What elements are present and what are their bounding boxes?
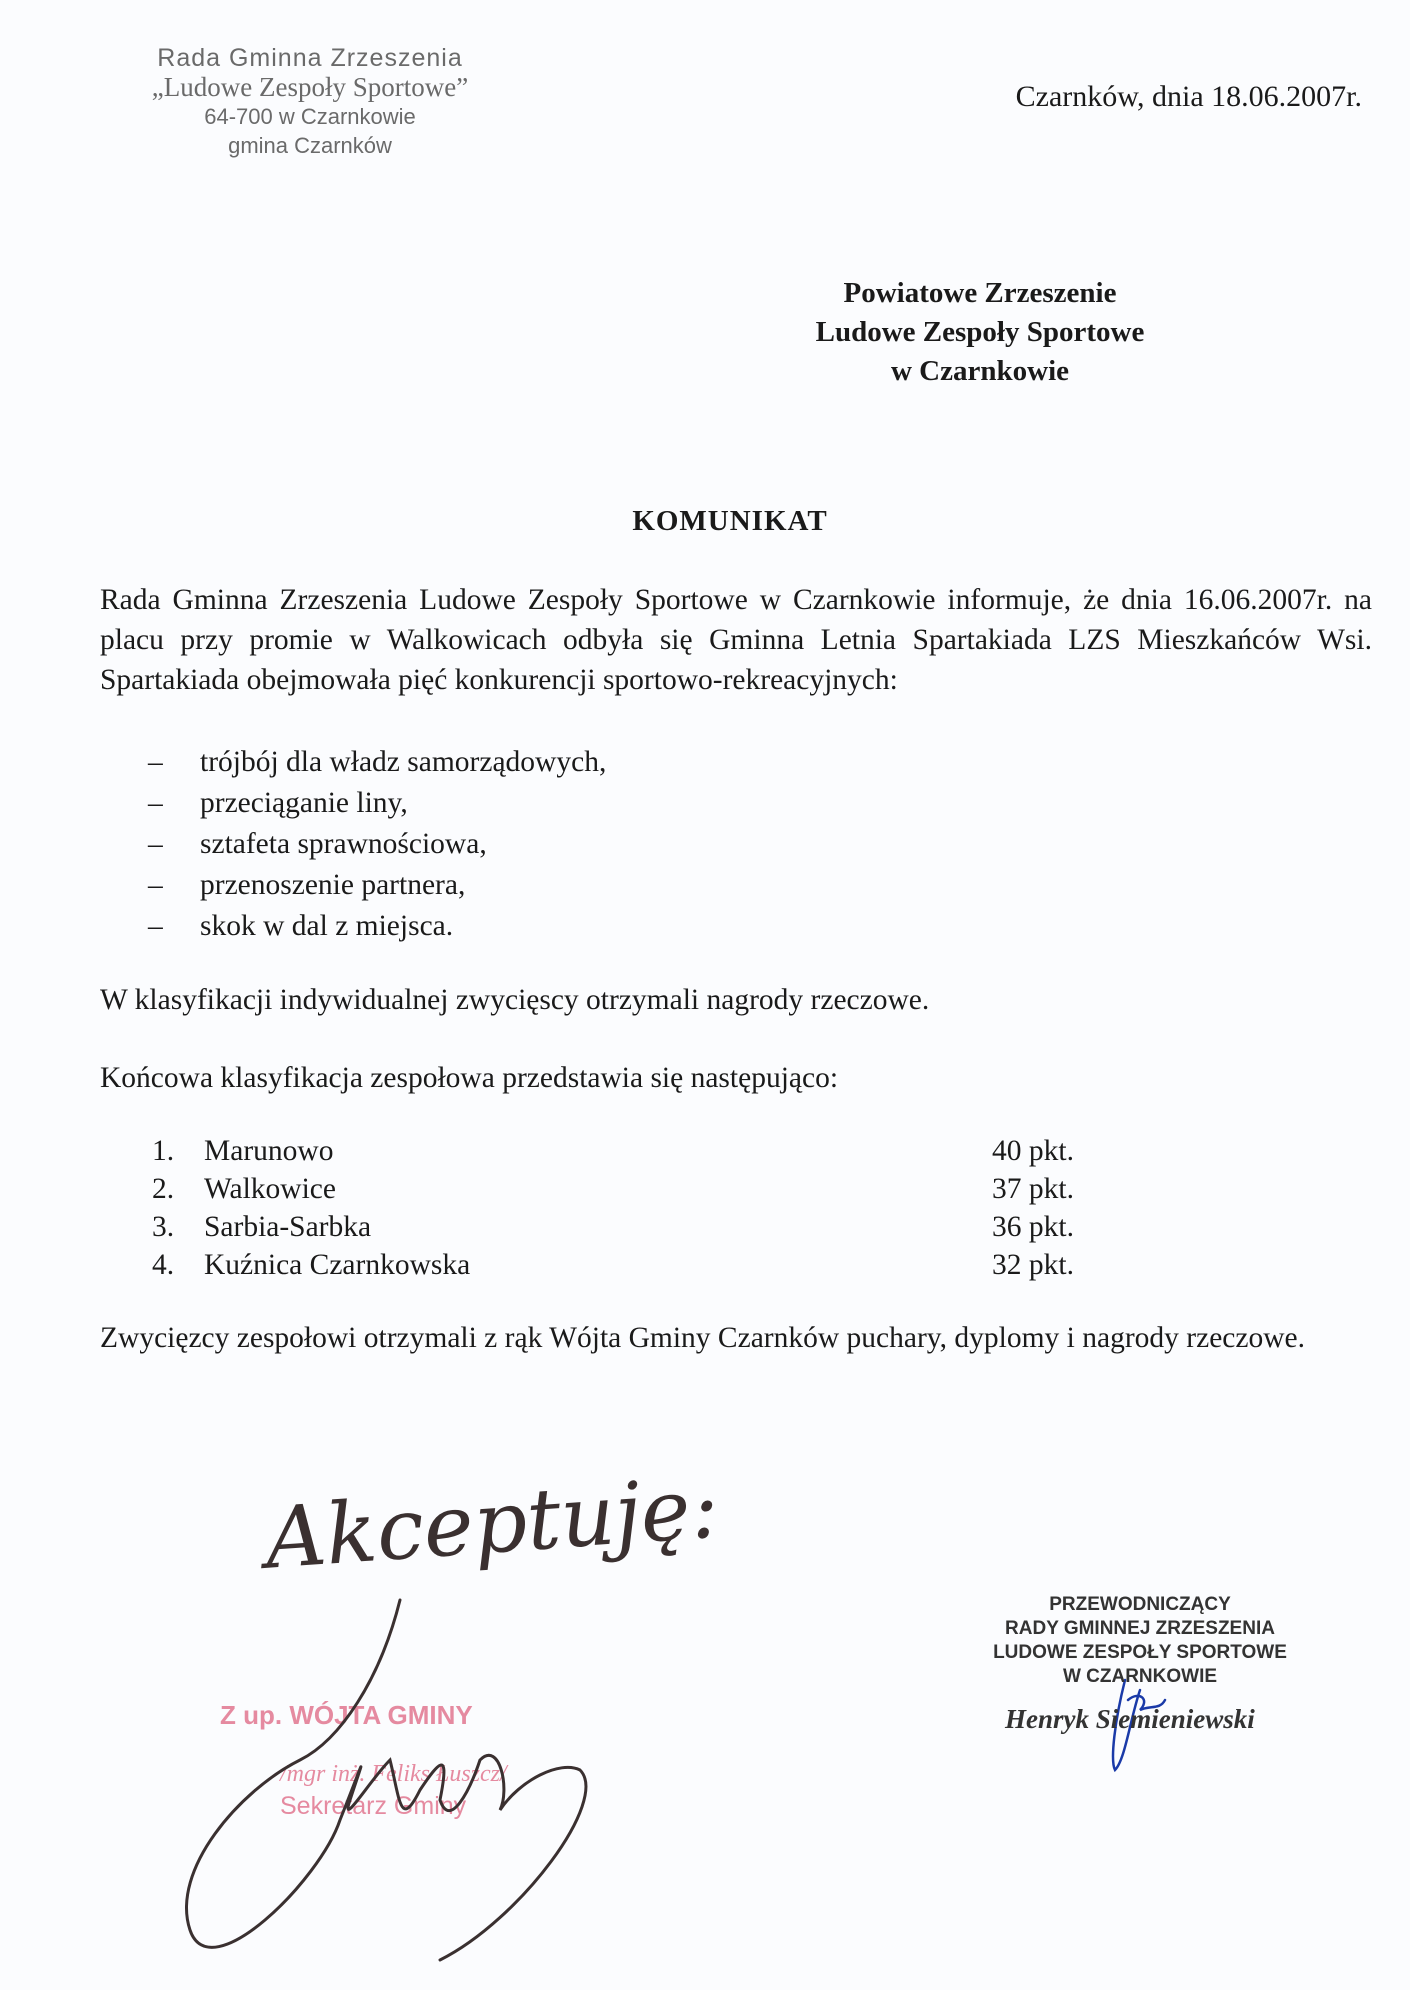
team-points: 40 pkt. [992,1135,1074,1167]
closing-paragraph: Zwycięzcy zespołowi otrzymali z rąk Wójta Gminy Czarnków puchary, dyplomy i nagrody rzeczowe. [100,1322,1305,1354]
team-points: 32 pkt. [992,1249,1074,1281]
team-intro-paragraph: Końcowa klasyfikacja zespołowa przedstawia się następująco: [100,1062,839,1094]
individual-paragraph: W klasyfikacji indywidualnej zwycięscy otrzymali nagrody rzeczowe. [100,984,930,1016]
list-item-text: przenoszenie partnera, [200,869,466,901]
chair-stamp [940,1593,1340,1689]
list-bullet: – [148,869,163,901]
list-item-text: przeciąganie liny, [200,787,408,819]
chair-name: Henryk Siemieniewski [1005,1704,1255,1734]
stamp-line: 64-700 w Czarnkowie [204,104,416,129]
team-name: Walkowice [204,1173,336,1205]
mayor-signature [187,1600,586,1960]
rank-number: 4. [152,1249,175,1281]
stamp-line: Sekretarz Gminy [280,1792,467,1820]
stamp-line: Rada Gminna Zrzeszenia [157,44,463,72]
stamp-line: gmina Czarnków [228,133,392,158]
stamp-line: RADY GMINNEJ ZRZESZENIA [1005,1618,1275,1639]
list-item-text: trójbój dla władz samorządowych, [200,746,607,778]
date-place: Czarnków, dnia 18.06.2007r. [1015,80,1362,113]
stamp-line: PRZEWODNICZĄCY [1049,1594,1231,1615]
team-points: 37 pkt. [992,1173,1074,1205]
addressee-line: Powiatowe Zrzeszenie [843,277,1117,309]
stamp-line: Z up. WÓJTA GMINY [220,1700,473,1730]
document-title: KOMUNIKAT [632,505,828,537]
rank-number: 2. [152,1173,175,1205]
team-name: Sarbia-Sarbka [204,1211,372,1243]
stamp-line: LUDOWE ZESPOŁY SPORTOWE [993,1642,1287,1663]
intro-paragraph: Rada Gminna Zrzeszenia Ludowe Zespoły Sportowe w Czarnkowie informuje, że dnia 16.06.2007r. na placu przy promie w Walkowicach odbyła się Gminna Letnia Spartakiada LZS Mieszkańców Wsi. Spartakiada obejmowała pięć konkurencji sportowo-rekreacyjnych: [100,584,1372,696]
addressee-line: w Czarnkowie [890,355,1069,387]
list-item-text: skok w dal z miejsca. [200,910,454,942]
list-bullet: – [148,910,163,942]
rank-number: 3. [152,1211,175,1243]
list-bullet: – [148,746,163,778]
list-item-text: sztafeta sprawnościowa, [200,828,487,860]
stamp-line: „Ludowe Zespoły Sportowe” [151,72,469,102]
list-bullet: – [148,787,163,819]
rank-number: 1. [152,1135,175,1167]
team-name: Marunowo [204,1135,334,1167]
list-bullet: – [148,828,163,860]
handwritten-akceptuje: Akceptuję: [262,1458,722,1588]
team-name: Kuźnica Czarnkowska [204,1249,471,1281]
addressee-line: Ludowe Zespoły Sportowe [815,316,1145,348]
stamp-line: /mgr inż. Feliks Łuszcz/ [280,1761,507,1787]
team-points: 36 pkt. [992,1211,1074,1243]
stamp-line: W CZARNKOWIE [1062,1666,1218,1687]
